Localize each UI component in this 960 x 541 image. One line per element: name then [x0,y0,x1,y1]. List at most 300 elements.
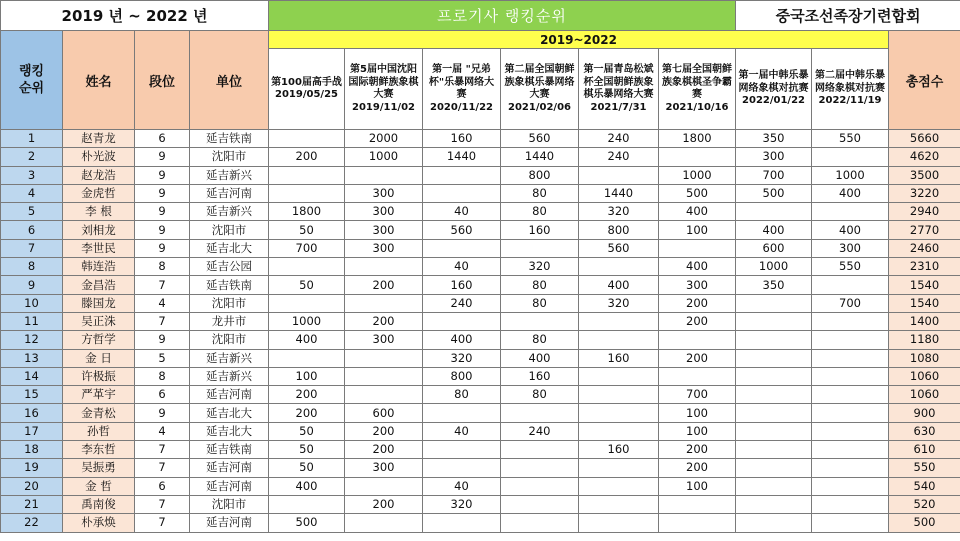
score-cell [736,386,812,404]
name-cell: 李东哲 [63,441,135,459]
unit-cell: 沈阳市 [190,294,269,312]
score-cell [579,386,659,404]
unit-cell: 延吉铁南 [190,130,269,148]
score-cell [423,441,501,459]
rank-cell: 10 [1,294,63,312]
score-cell [579,367,659,385]
score-cell: 200 [269,386,345,404]
score-cell: 50 [269,459,345,477]
table-row [1,495,960,513]
unit-cell: 延吉河南 [190,459,269,477]
score-cell: 80 [501,276,579,294]
score-cell [812,404,889,422]
name-cell: 韩连浩 [63,258,135,276]
dan-cell: 9 [135,148,190,166]
score-cell: 1440 [423,148,501,166]
unit-cell: 延吉新兴 [190,166,269,184]
unit-cell: 沈阳市 [190,148,269,166]
score-cell [812,148,889,166]
total-cell: 1080 [889,349,960,367]
score-cell: 400 [812,184,889,202]
score-cell [501,514,579,532]
score-cell [423,166,501,184]
total-cell: 3500 [889,166,960,184]
name-cell: 赵青龙 [63,130,135,148]
score-cell [579,258,659,276]
name-cell: 方哲学 [63,331,135,349]
total-cell: 550 [889,459,960,477]
table-row [1,422,960,440]
score-cell [812,276,889,294]
rank-cell: 17 [1,422,63,440]
score-cell: 160 [423,130,501,148]
table-row [1,386,960,404]
total-cell: 1180 [889,331,960,349]
score-cell [736,422,812,440]
score-cell: 40 [423,422,501,440]
unit-cell: 沈阳市 [190,495,269,513]
dan-cell: 4 [135,294,190,312]
dan-cell: 7 [135,495,190,513]
score-cell [423,184,501,202]
score-cell [501,404,579,422]
total-header: 총점수 [889,31,960,130]
score-cell: 200 [345,422,423,440]
years-row [1,31,960,49]
rank-cell: 15 [1,386,63,404]
table-row [1,258,960,276]
score-cell: 350 [736,130,812,148]
total-cell: 610 [889,441,960,459]
score-cell: 200 [659,312,736,330]
table-row [1,514,960,532]
table-row [1,184,960,202]
score-cell [501,239,579,257]
event-header: 第5届中国沈阳国际朝鲜族象棋大赛 2019/11/02 [345,49,423,130]
name-cell: 吴振勇 [63,459,135,477]
table-row [1,276,960,294]
table-row [1,166,960,184]
score-cell: 1000 [659,166,736,184]
association-name: 중국조선족장기련합회 [736,1,960,31]
score-cell: 100 [659,404,736,422]
score-cell: 80 [501,294,579,312]
name-cell: 孙哲 [63,422,135,440]
name-cell: 禹南俊 [63,495,135,513]
score-cell: 350 [736,276,812,294]
table-row [1,459,960,477]
score-cell: 100 [659,221,736,239]
score-cell: 50 [269,422,345,440]
score-cell: 200 [659,349,736,367]
score-cell [269,130,345,148]
score-cell: 400 [579,276,659,294]
score-cell: 500 [659,184,736,202]
unit-cell: 沈阳市 [190,221,269,239]
name-header: 姓名 [63,31,135,130]
score-cell: 400 [501,349,579,367]
score-cell [345,166,423,184]
score-cell [579,166,659,184]
score-cell [579,495,659,513]
score-cell: 700 [659,386,736,404]
score-cell: 200 [269,148,345,166]
score-cell [659,367,736,385]
rank-cell: 9 [1,276,63,294]
dan-cell: 9 [135,239,190,257]
score-cell [345,294,423,312]
dan-cell: 9 [135,221,190,239]
dan-cell: 5 [135,349,190,367]
dan-cell: 6 [135,477,190,495]
score-cell [579,404,659,422]
score-cell [269,294,345,312]
dan-cell: 9 [135,404,190,422]
rank-cell: 6 [1,221,63,239]
score-cell: 700 [736,166,812,184]
table-row [1,239,960,257]
total-cell: 900 [889,404,960,422]
score-cell [423,514,501,532]
score-cell: 240 [501,422,579,440]
dan-cell: 8 [135,258,190,276]
score-cell [736,331,812,349]
score-cell: 320 [423,495,501,513]
score-cell [579,312,659,330]
table-row [1,221,960,239]
unit-cell: 延吉河南 [190,514,269,532]
score-cell [345,349,423,367]
score-cell: 320 [501,258,579,276]
score-cell [579,331,659,349]
score-cell: 300 [812,239,889,257]
score-cell: 200 [659,294,736,312]
score-cell: 800 [501,166,579,184]
score-cell: 100 [659,422,736,440]
score-cell: 560 [579,239,659,257]
score-cell: 560 [423,221,501,239]
table-row [1,331,960,349]
name-cell: 朴光波 [63,148,135,166]
table-row [1,294,960,312]
table-row [1,477,960,495]
score-cell [736,495,812,513]
score-cell: 400 [269,331,345,349]
score-cell: 320 [579,294,659,312]
unit-cell: 延吉新兴 [190,367,269,385]
score-cell [659,514,736,532]
score-cell: 400 [659,258,736,276]
event-header: 第一届青岛松斌杯全国朝鲜族象棋乐暴网络大赛 2021/7/31 [579,49,659,130]
name-cell: 金昌浩 [63,276,135,294]
total-cell: 2460 [889,239,960,257]
score-cell: 300 [659,276,736,294]
dan-cell: 7 [135,312,190,330]
score-cell [736,404,812,422]
score-cell [812,349,889,367]
score-cell: 160 [579,349,659,367]
unit-cell: 龙井市 [190,312,269,330]
rank-cell: 8 [1,258,63,276]
name-cell: 滕国龙 [63,294,135,312]
score-cell [736,203,812,221]
dan-header: 段位 [135,31,190,130]
unit-cell: 延吉北大 [190,404,269,422]
score-cell: 100 [269,367,345,385]
rank-cell: 18 [1,441,63,459]
name-cell: 刘相龙 [63,221,135,239]
score-cell: 1000 [345,148,423,166]
total-cell: 2770 [889,221,960,239]
name-cell: 严革宇 [63,386,135,404]
score-cell [812,312,889,330]
score-cell [812,514,889,532]
table-row [1,367,960,385]
unit-cell: 延吉铁南 [190,276,269,294]
score-cell: 80 [423,386,501,404]
rank-cell: 14 [1,367,63,385]
unit-cell: 延吉河南 [190,386,269,404]
dan-cell: 7 [135,276,190,294]
score-cell: 560 [501,130,579,148]
rank-cell: 19 [1,459,63,477]
table-row [1,130,960,148]
score-cell [423,312,501,330]
unit-cell: 延吉新兴 [190,349,269,367]
rank-cell: 16 [1,404,63,422]
rank-cell: 11 [1,312,63,330]
rank-cell: 12 [1,331,63,349]
score-cell: 600 [345,404,423,422]
total-cell: 630 [889,422,960,440]
score-cell [501,459,579,477]
score-cell: 200 [659,459,736,477]
score-cell: 1000 [736,258,812,276]
score-cell [345,386,423,404]
score-cell [812,441,889,459]
score-cell [812,422,889,440]
rank-cell: 5 [1,203,63,221]
score-cell: 80 [501,184,579,202]
score-cell: 300 [345,239,423,257]
score-cell: 700 [269,239,345,257]
period-label: 2019 년 ~ 2022 년 [1,1,269,31]
unit-header: 单位 [190,31,269,130]
score-cell: 400 [423,331,501,349]
score-cell [501,441,579,459]
score-cell [345,514,423,532]
score-cell [812,386,889,404]
score-cell: 200 [659,441,736,459]
score-cell: 160 [423,276,501,294]
score-cell: 320 [579,203,659,221]
name-cell: 金 日 [63,349,135,367]
score-cell: 400 [812,221,889,239]
table-row [1,312,960,330]
score-cell [269,166,345,184]
score-cell: 160 [501,367,579,385]
score-cell: 80 [501,331,579,349]
score-cell [501,495,579,513]
score-cell: 80 [501,386,579,404]
score-cell [345,367,423,385]
table-row [1,441,960,459]
score-cell: 800 [423,367,501,385]
score-cell: 50 [269,441,345,459]
rank-cell: 21 [1,495,63,513]
event-header: 第一届 "兄弟杯"乐暴网络大赛 2020/11/22 [423,49,501,130]
unit-cell: 延吉铁南 [190,441,269,459]
unit-cell: 延吉北大 [190,239,269,257]
table-title: 프로기사 랭킹순위 [269,1,736,31]
score-cell: 300 [345,203,423,221]
score-cell: 240 [579,130,659,148]
score-cell: 300 [345,331,423,349]
score-cell [269,495,345,513]
score-cell: 200 [345,495,423,513]
dan-cell: 7 [135,514,190,532]
total-cell: 1400 [889,312,960,330]
dan-cell: 7 [135,459,190,477]
score-cell: 500 [736,184,812,202]
score-cell: 500 [269,514,345,532]
score-cell: 600 [736,239,812,257]
score-cell [579,459,659,477]
table-row [1,203,960,221]
total-cell: 540 [889,477,960,495]
score-cell [501,477,579,495]
table-row [1,404,960,422]
dan-cell: 9 [135,331,190,349]
score-cell: 1440 [579,184,659,202]
score-cell [812,477,889,495]
rank-cell: 7 [1,239,63,257]
score-cell [736,514,812,532]
dan-cell: 6 [135,130,190,148]
score-cell [736,367,812,385]
name-cell: 李 根 [63,203,135,221]
rank-header-label: 랭킹 순위 [18,64,45,96]
name-cell: 金青松 [63,404,135,422]
name-cell: 赵龙浩 [63,166,135,184]
score-cell: 1440 [501,148,579,166]
score-cell: 320 [423,349,501,367]
unit-cell: 延吉公园 [190,258,269,276]
score-cell [345,258,423,276]
score-cell [269,258,345,276]
rank-cell: 2 [1,148,63,166]
total-cell: 1540 [889,276,960,294]
score-cell: 50 [269,221,345,239]
rank-cell: 13 [1,349,63,367]
name-cell: 朴承焕 [63,514,135,532]
score-cell: 1800 [659,130,736,148]
score-cell: 40 [423,203,501,221]
score-cell: 550 [812,130,889,148]
name-cell: 吴正洙 [63,312,135,330]
score-cell [269,184,345,202]
dan-cell: 4 [135,422,190,440]
dan-cell: 9 [135,203,190,221]
score-cell: 400 [269,477,345,495]
score-cell [812,367,889,385]
score-cell: 700 [812,294,889,312]
rank-cell: 20 [1,477,63,495]
score-cell: 400 [736,221,812,239]
name-cell: 李世民 [63,239,135,257]
score-cell: 550 [812,258,889,276]
score-cell: 200 [345,276,423,294]
event-header: 第100届高手战 2019/05/25 [269,49,345,130]
score-cell [812,495,889,513]
score-cell [736,477,812,495]
score-cell [579,477,659,495]
score-cell [736,349,812,367]
dan-cell: 9 [135,166,190,184]
name-cell: 金虎哲 [63,184,135,202]
years-label: 2019~2022 [269,31,889,49]
rank-cell: 1 [1,130,63,148]
title-row [1,1,960,31]
name-cell: 金 哲 [63,477,135,495]
score-cell [269,349,345,367]
dan-cell: 7 [135,441,190,459]
score-cell: 200 [269,404,345,422]
score-cell [579,422,659,440]
score-cell [812,459,889,477]
total-cell: 4620 [889,148,960,166]
score-cell [812,331,889,349]
score-cell [423,239,501,257]
score-cell: 50 [269,276,345,294]
score-cell: 1800 [269,203,345,221]
score-cell [579,514,659,532]
score-cell: 200 [345,312,423,330]
ranking-rows [1,130,960,533]
score-cell [659,239,736,257]
rank-header [1,31,63,130]
score-cell: 2000 [345,130,423,148]
dan-cell: 9 [135,184,190,202]
event-header: 第二届中韩乐暴网络象棋对抗赛 2022/11/19 [812,49,889,130]
score-cell: 100 [659,477,736,495]
total-cell: 2310 [889,258,960,276]
score-cell [736,294,812,312]
score-cell [812,203,889,221]
unit-cell: 延吉新兴 [190,203,269,221]
score-cell [659,331,736,349]
rank-cell: 4 [1,184,63,202]
score-cell: 300 [736,148,812,166]
unit-cell: 延吉河南 [190,184,269,202]
score-cell: 300 [345,221,423,239]
total-cell: 1060 [889,367,960,385]
score-cell: 40 [423,477,501,495]
unit-cell: 延吉北大 [190,422,269,440]
event-header: 第一届中韩乐暴网络象棋对抗赛 2022/01/22 [736,49,812,130]
score-cell: 800 [579,221,659,239]
score-cell [736,441,812,459]
total-cell: 5660 [889,130,960,148]
rank-cell: 3 [1,166,63,184]
unit-cell: 沈阳市 [190,331,269,349]
score-cell: 160 [579,441,659,459]
score-cell [345,477,423,495]
score-cell [501,312,579,330]
total-cell: 1060 [889,386,960,404]
score-cell [736,312,812,330]
score-cell: 1000 [812,166,889,184]
